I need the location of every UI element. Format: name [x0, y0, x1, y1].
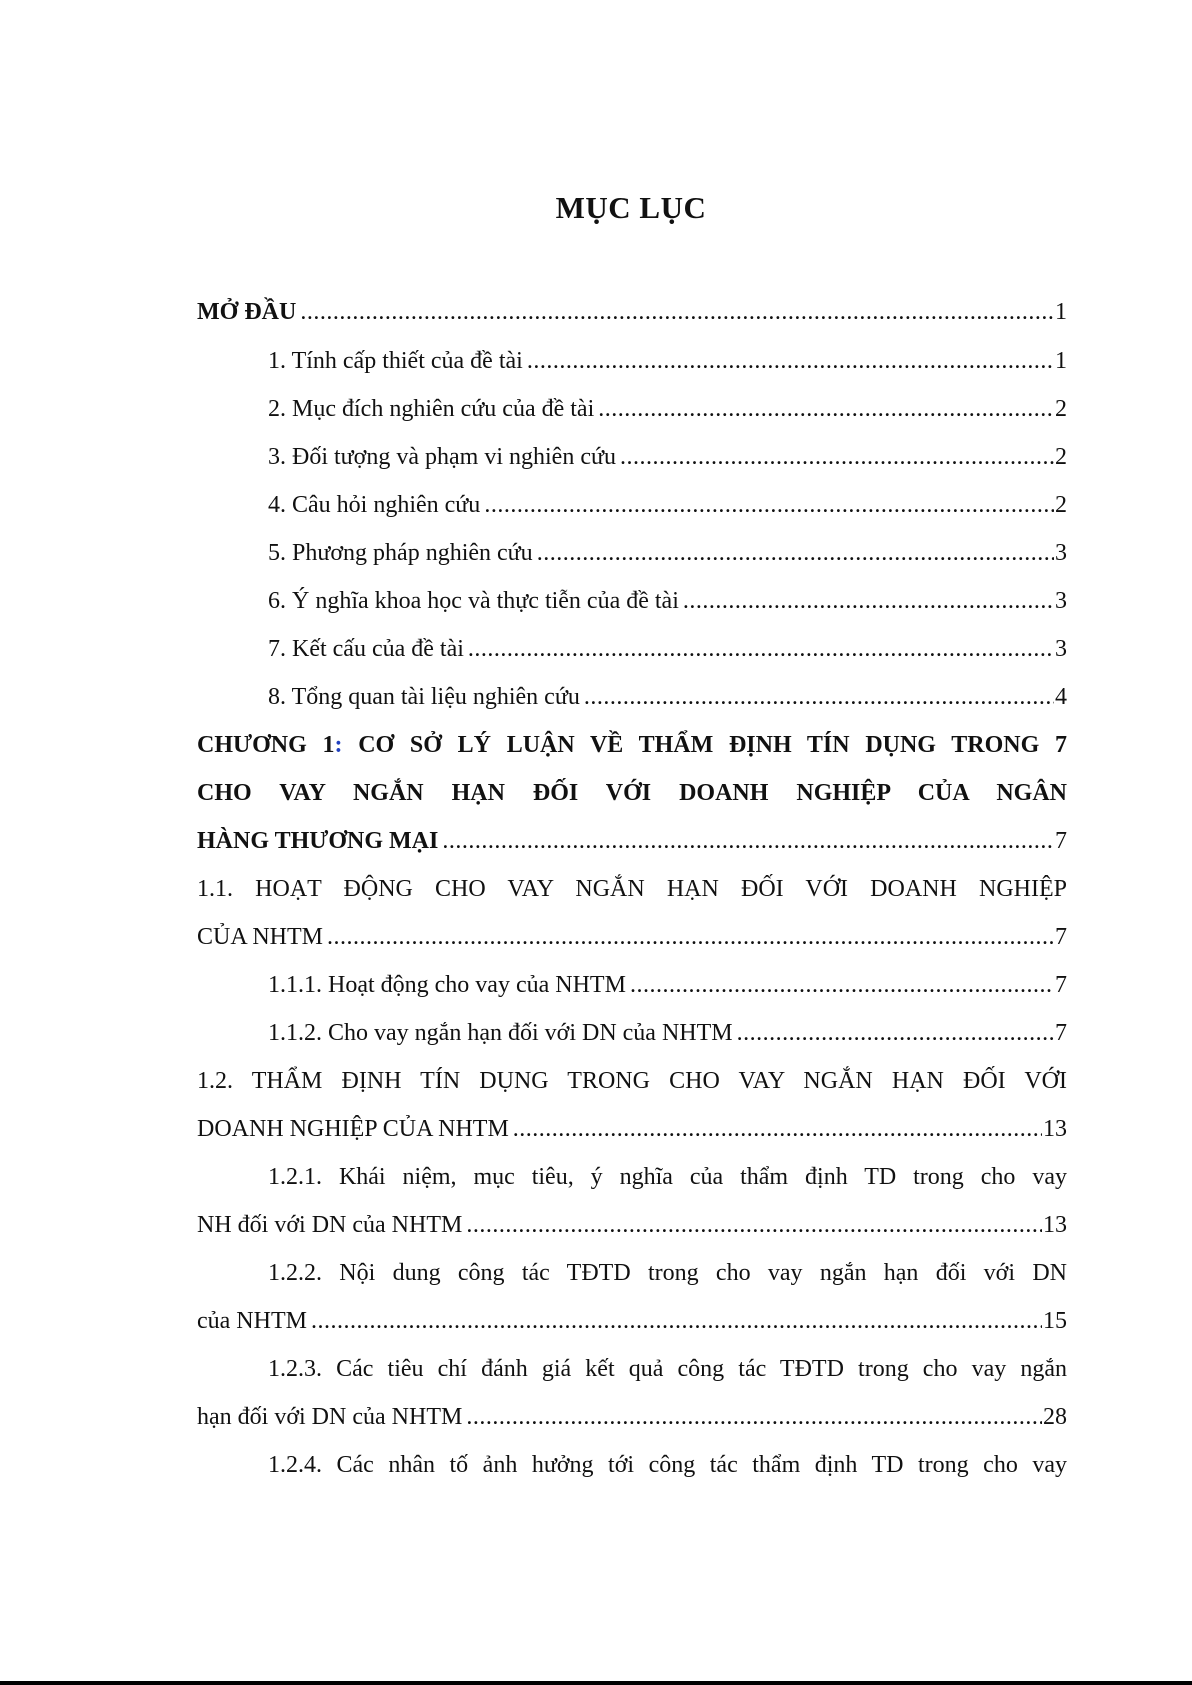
- dot-leader: [300, 296, 1054, 328]
- toc-entry-1[interactable]: [268, 345, 1067, 377]
- toc-page-number: 3: [1055, 636, 1067, 662]
- toc-section-1-2-1-line-2[interactable]: [197, 1209, 1067, 1241]
- chapter-prefix: CHƯƠNG 1: [197, 732, 335, 758]
- toc-section-1-1-line-2[interactable]: [197, 921, 1067, 953]
- toc-page-number: 7: [1055, 1020, 1067, 1046]
- toc-entry-label: 1. Tính cấp thiết của đề tài: [268, 348, 523, 374]
- toc-entry-3[interactable]: [268, 441, 1067, 473]
- toc-section-1-1-line-1[interactable]: 1.1. HOẠT ĐỘNG CHO VAY NGẮN HẠN ĐỐI VỚI DOANH NGHIỆP: [197, 876, 1067, 902]
- dot-leader: [484, 489, 1054, 521]
- dot-leader: [598, 393, 1054, 425]
- toc-entry-label: 6. Ý nghĩa khoa học và thực tiễn của đề tài: [268, 588, 679, 614]
- toc-section-1-2-4-line-1[interactable]: 1.2.4. Các nhân tố ảnh hưởng tới công tác thẩm định TD trong cho vay: [268, 1452, 1067, 1478]
- toc-page-number: 13: [1043, 1116, 1067, 1142]
- toc-page-number: 2: [1055, 444, 1067, 470]
- toc-chapter-1-line-1[interactable]: [197, 729, 1067, 761]
- toc-section-1-2-3-line-1[interactable]: 1.2.3. Các tiêu chí đánh giá kết quả công tác TĐTD trong cho vay ngắn: [268, 1356, 1067, 1382]
- bottom-edge-rule: [0, 1681, 1192, 1685]
- toc-entry-label: 2. Mục đích nghiên cứu của đề tài: [268, 396, 595, 422]
- dot-leader: [537, 537, 1054, 569]
- dot-leader: [466, 1209, 1042, 1241]
- toc-page-number: 1: [1055, 348, 1067, 374]
- toc-section-1-2-line-2[interactable]: [197, 1113, 1067, 1145]
- toc-section-1-2-2-line-2[interactable]: [197, 1305, 1067, 1337]
- toc-page-number: 15: [1043, 1308, 1067, 1334]
- toc-section-1-1-2[interactable]: [268, 1017, 1067, 1049]
- toc-page-number: 3: [1055, 540, 1067, 566]
- toc-page-number: 7: [1055, 924, 1067, 950]
- toc-entry-7[interactable]: [268, 633, 1067, 665]
- toc-page-number: 2: [1055, 492, 1067, 518]
- dot-leader: [466, 1401, 1042, 1433]
- toc-page-number: 7: [1055, 828, 1067, 854]
- toc-entry-8[interactable]: [268, 681, 1067, 713]
- chapter-colon: :: [334, 732, 343, 758]
- toc-page-number: 3: [1055, 588, 1067, 614]
- dot-leader: [584, 681, 1054, 713]
- dot-leader: [737, 1017, 1054, 1049]
- toc-entry-label: 8. Tổng quan tài liệu nghiên cứu: [268, 684, 580, 710]
- toc-entry-2[interactable]: [268, 393, 1067, 425]
- toc-chapter-1-line-2[interactable]: CHO VAY NGẮN HẠN ĐỐI VỚI DOANH NGHIỆP CỦA NGÂN: [197, 780, 1067, 806]
- dot-leader: [513, 1113, 1042, 1145]
- toc-entry-label: hạn đối với DN của NHTM: [197, 1404, 463, 1430]
- toc-page-number: 28: [1043, 1404, 1067, 1430]
- toc-section-1-2-1-line-1[interactable]: 1.2.1. Khái niệm, mục tiêu, ý nghĩa của thẩm định TD trong cho vay: [268, 1164, 1067, 1190]
- toc-entry-label: 4. Câu hỏi nghiên cứu: [268, 492, 481, 518]
- toc-page-number: 4: [1055, 684, 1067, 710]
- dot-leader: [620, 441, 1054, 473]
- toc-entry-label: NH đối với DN của NHTM: [197, 1212, 463, 1238]
- toc-page-number: 7: [1055, 972, 1067, 998]
- toc-entry-label: 1.1.1. Hoạt động cho vay của NHTM: [268, 972, 626, 998]
- toc-section-1-2-line-1[interactable]: 1.2. THẨM ĐỊNH TÍN DỤNG TRONG CHO VAY NGẮN HẠN ĐỐI VỚI: [197, 1068, 1067, 1094]
- toc-entry-label: 3. Đối tượng và phạm vi nghiên cứu: [268, 444, 616, 470]
- toc-page-number: 13: [1043, 1212, 1067, 1238]
- toc-chapter-1-line-3[interactable]: [197, 825, 1067, 857]
- toc-section-1-2-2-line-1[interactable]: 1.2.2. Nội dung công tác TĐTD trong cho vay ngắn hạn đối với DN: [268, 1260, 1067, 1286]
- toc-entry-label: 5. Phương pháp nghiên cứu: [268, 540, 533, 566]
- page-title: MỤC LỤC: [555, 190, 707, 225]
- toc-entry-4[interactable]: [268, 489, 1067, 521]
- dot-leader: [468, 633, 1054, 665]
- toc-entry-label: của NHTM: [197, 1308, 307, 1334]
- chapter-title-part-1: CƠ SỞ LÝ LUẬN VỀ THẨM ĐỊNH TÍN DỤNG TRONG 7: [342, 732, 1067, 758]
- toc-entry-label: 7. Kết cấu của đề tài: [268, 636, 464, 662]
- toc-entry-6[interactable]: [268, 585, 1067, 617]
- dot-leader: [630, 969, 1054, 1001]
- toc-entry-5[interactable]: [268, 537, 1067, 569]
- dot-leader: [527, 345, 1054, 377]
- toc-entry-mo-dau[interactable]: [197, 296, 1067, 328]
- toc-entry-label: 1.1.2. Cho vay ngắn hạn đối với DN của NHTM: [268, 1020, 733, 1046]
- toc-page-number: 2: [1055, 396, 1067, 422]
- toc-entry-label: MỞ ĐẦU: [197, 299, 297, 325]
- dot-leader: [442, 825, 1054, 857]
- dot-leader: [311, 1305, 1042, 1337]
- toc-entry-label: DOANH NGHIỆP CỦA NHTM: [197, 1116, 509, 1142]
- toc-section-1-2-3-line-2[interactable]: [197, 1401, 1067, 1433]
- toc-page-number: 1: [1055, 299, 1067, 325]
- dot-leader: [327, 921, 1054, 953]
- toc-entry-label: HÀNG THƯƠNG MẠI: [197, 828, 439, 854]
- toc-section-1-1-1[interactable]: [268, 969, 1067, 1001]
- dot-leader: [683, 585, 1054, 617]
- toc-entry-label: CỦA NHTM: [197, 924, 324, 950]
